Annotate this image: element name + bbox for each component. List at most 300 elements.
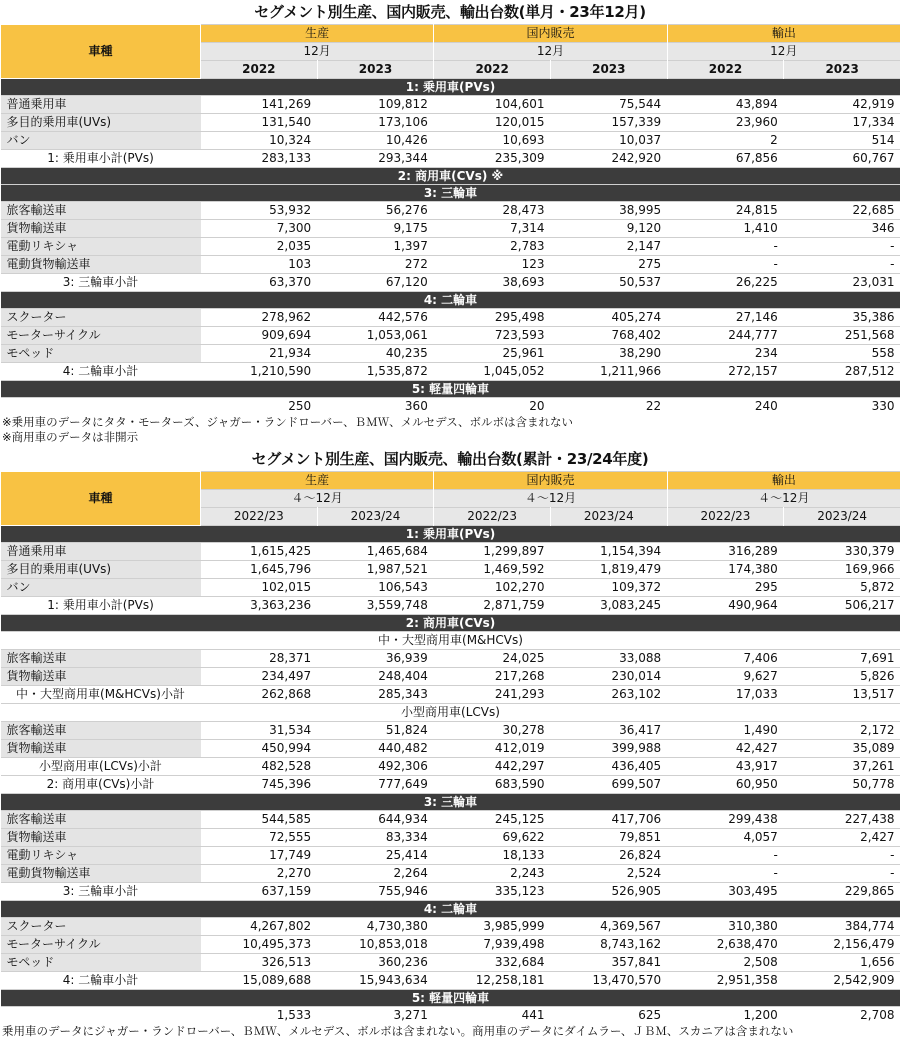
year-header: 2023/24 — [550, 508, 667, 526]
row-label: 中・大型商用車(M&HCVs)小計 — [1, 686, 201, 704]
table-row — [1, 561, 900, 579]
value-cell: 22 — [550, 398, 667, 416]
value-cell: 169,966 — [784, 561, 900, 579]
value-cell: 755,946 — [317, 883, 434, 901]
value-cell: 234,497 — [201, 668, 318, 686]
value-cell: 332,684 — [434, 954, 551, 972]
value-cell: 227,438 — [784, 811, 900, 829]
value-cell: 1,490 — [667, 722, 784, 740]
section-header: 5: 軽量四輪車 — [1, 990, 900, 1007]
value-cell: 293,344 — [317, 150, 434, 168]
value-cell: 482,528 — [201, 758, 318, 776]
value-cell: 1,987,521 — [317, 561, 434, 579]
value-cell: 72,555 — [201, 829, 318, 847]
table-row — [1, 722, 900, 740]
table1-note: ※商用車のデータは非開示 — [2, 430, 139, 444]
value-cell: 2,243 — [434, 865, 551, 883]
row-label: バン — [1, 132, 201, 150]
value-cell: 248,404 — [317, 668, 434, 686]
value-cell: 275 — [550, 256, 667, 274]
subtotal-row — [1, 597, 900, 615]
value-cell: 7,691 — [784, 650, 900, 668]
value-cell: 79,851 — [550, 829, 667, 847]
section-row — [1, 168, 900, 185]
section-row — [1, 794, 900, 811]
subsection-header: 小型商用車(LCVs) — [1, 704, 900, 722]
value-cell: 9,175 — [317, 220, 434, 238]
value-cell: 644,934 — [317, 811, 434, 829]
value-cell: 490,964 — [667, 597, 784, 615]
value-cell: 35,089 — [784, 740, 900, 758]
value-cell: 4,369,567 — [550, 918, 667, 936]
value-cell: 405,274 — [550, 309, 667, 327]
row-label: 小型商用車(LCVs)小計 — [1, 758, 201, 776]
value-cell: 25,961 — [434, 345, 551, 363]
value-cell: 1,154,394 — [550, 543, 667, 561]
subsection-row — [1, 632, 900, 650]
value-cell: 234 — [667, 345, 784, 363]
value-cell: 360,236 — [317, 954, 434, 972]
value-cell: - — [784, 847, 900, 865]
value-cell: 28,473 — [434, 202, 551, 220]
value-cell: 10,426 — [317, 132, 434, 150]
section-row — [1, 526, 900, 543]
value-cell: 3,985,999 — [434, 918, 551, 936]
value-cell: 1,397 — [317, 238, 434, 256]
value-cell: 9,627 — [667, 668, 784, 686]
year-header: 2023 — [784, 61, 900, 79]
value-cell: 5,826 — [784, 668, 900, 686]
value-cell: 9,120 — [550, 220, 667, 238]
section-header: 1: 乗用車(PVs) — [1, 79, 900, 96]
row-label: 旅客輸送車 — [1, 202, 201, 220]
value-cell: 33,088 — [550, 650, 667, 668]
section-row — [1, 292, 900, 309]
row-label: 3: 三輪車小計 — [1, 883, 201, 901]
value-cell: 18,133 — [434, 847, 551, 865]
table2-title: セグメント別生産、国内販売、輸出台数(累計・23/24年度) — [251, 450, 649, 468]
value-cell: - — [667, 865, 784, 883]
value-cell: 1,645,796 — [201, 561, 318, 579]
value-cell: 506,217 — [784, 597, 900, 615]
value-cell: 7,939,498 — [434, 936, 551, 954]
group-header-production: 生産 — [201, 472, 434, 490]
row-label: 2: 商用車(CVs)小計 — [1, 776, 201, 794]
value-cell: 244,777 — [667, 327, 784, 345]
table1 — [0, 24, 900, 415]
value-cell: 441 — [434, 1007, 551, 1025]
subtotal-row — [1, 776, 900, 794]
value-cell: 75,544 — [550, 96, 667, 114]
value-cell: 38,995 — [550, 202, 667, 220]
value-cell: 637,159 — [201, 883, 318, 901]
table2-note: 乗用車のデータにジャガー・ランドローバー、ＢＭＷ、メルセデス、ボルボは含まれない。商用車のデータにダイムラー、ＪＢＭ、スカニアは含まれない — [2, 1024, 794, 1038]
period-header: 12月 — [434, 43, 667, 61]
row-label: 貨物輸送車 — [1, 220, 201, 238]
value-cell: 26,824 — [550, 847, 667, 865]
value-cell: 229,865 — [784, 883, 900, 901]
table-row — [1, 847, 900, 865]
table-row — [1, 96, 900, 114]
section-header: 5: 軽量四輪車 — [1, 381, 900, 398]
value-cell: 4,730,380 — [317, 918, 434, 936]
group-header-domestic: 国内販売 — [434, 472, 667, 490]
value-cell: 442,297 — [434, 758, 551, 776]
row-label: バン — [1, 579, 201, 597]
value-cell: 699,507 — [550, 776, 667, 794]
value-cell: 303,495 — [667, 883, 784, 901]
section-header: 2: 商用車(CVs) ※ — [1, 168, 900, 185]
value-cell: 10,853,018 — [317, 936, 434, 954]
value-cell: 242,920 — [550, 150, 667, 168]
value-cell: 106,543 — [317, 579, 434, 597]
table1-note: ※乗用車のデータにタタ・モーターズ、ジャガー・ランドローバー、ＢＭＷ、メルセデス、ボルボは含まれない — [2, 415, 574, 429]
value-cell: 330 — [784, 398, 900, 416]
table-row — [1, 345, 900, 363]
value-cell: 1,053,061 — [317, 327, 434, 345]
value-cell: 1,410 — [667, 220, 784, 238]
value-cell: 50,537 — [550, 274, 667, 292]
value-cell: 102,015 — [201, 579, 318, 597]
year-header: 2023 — [550, 61, 667, 79]
value-cell: 1,210,590 — [201, 363, 318, 381]
value-cell: 30,278 — [434, 722, 551, 740]
subtotal-row — [1, 1007, 900, 1025]
value-cell: 777,649 — [317, 776, 434, 794]
row-label: スクーター — [1, 309, 201, 327]
value-cell: 283,133 — [201, 150, 318, 168]
value-cell: 240 — [667, 398, 784, 416]
value-cell: 3,083,245 — [550, 597, 667, 615]
value-cell: 625 — [550, 1007, 667, 1025]
value-cell: 10,495,373 — [201, 936, 318, 954]
section-header: 3: 三輪車 — [1, 794, 900, 811]
value-cell: 24,815 — [667, 202, 784, 220]
value-cell: 5,872 — [784, 579, 900, 597]
row-label: 電動貨物輸送車 — [1, 256, 201, 274]
key-header: 車種 — [1, 25, 201, 79]
value-cell: 3,271 — [317, 1007, 434, 1025]
section-row — [1, 381, 900, 398]
table-row — [1, 740, 900, 758]
value-cell: 2,508 — [667, 954, 784, 972]
value-cell: 1,045,052 — [434, 363, 551, 381]
row-label: 普通乗用車 — [1, 543, 201, 561]
row-label: 3: 三輪車小計 — [1, 274, 201, 292]
section-row — [1, 79, 900, 96]
year-header: 2022/23 — [667, 508, 784, 526]
year-header: 2023 — [317, 61, 434, 79]
value-cell: 1,200 — [667, 1007, 784, 1025]
value-cell: 10,324 — [201, 132, 318, 150]
group-header-production: 生産 — [201, 25, 434, 43]
row-label: 電動リキシャ — [1, 238, 201, 256]
value-cell: 272,157 — [667, 363, 784, 381]
section-row — [1, 615, 900, 632]
table-row — [1, 114, 900, 132]
table1-title: セグメント別生産、国内販売、輸出台数(単月・23年12月) — [254, 3, 646, 21]
value-cell: 450,994 — [201, 740, 318, 758]
value-cell: 417,706 — [550, 811, 667, 829]
value-cell: 357,841 — [550, 954, 667, 972]
row-label: 4: 二輪車小計 — [1, 363, 201, 381]
section-row — [1, 185, 900, 202]
table-row — [1, 865, 900, 883]
value-cell: 2,708 — [784, 1007, 900, 1025]
value-cell: 2,951,358 — [667, 972, 784, 990]
value-cell: 2,542,909 — [784, 972, 900, 990]
value-cell: 278,962 — [201, 309, 318, 327]
value-cell: 4,057 — [667, 829, 784, 847]
section-header: 3: 三輪車 — [1, 185, 900, 202]
value-cell: 440,482 — [317, 740, 434, 758]
value-cell: 544,585 — [201, 811, 318, 829]
row-label: 多目的乗用車(UVs) — [1, 114, 201, 132]
value-cell: 3,363,236 — [201, 597, 318, 615]
value-cell: - — [667, 256, 784, 274]
year-header: 2022 — [434, 61, 551, 79]
value-cell: 310,380 — [667, 918, 784, 936]
value-cell: 2 — [667, 132, 784, 150]
value-cell: 60,767 — [784, 150, 900, 168]
row-label: 電動リキシャ — [1, 847, 201, 865]
table-row — [1, 202, 900, 220]
value-cell: 235,309 — [434, 150, 551, 168]
row-label: 電動貨物輸送車 — [1, 865, 201, 883]
row-label: 普通乗用車 — [1, 96, 201, 114]
value-cell: 330,379 — [784, 543, 900, 561]
value-cell: 50,778 — [784, 776, 900, 794]
value-cell: - — [784, 865, 900, 883]
row-label — [1, 398, 201, 416]
value-cell: 399,988 — [550, 740, 667, 758]
value-cell: 2,638,470 — [667, 936, 784, 954]
value-cell: 56,276 — [317, 202, 434, 220]
value-cell: 141,269 — [201, 96, 318, 114]
value-cell: 2,270 — [201, 865, 318, 883]
value-cell: 31,534 — [201, 722, 318, 740]
value-cell: 13,517 — [784, 686, 900, 704]
period-header: 12月 — [201, 43, 434, 61]
period-header: 12月 — [667, 43, 900, 61]
value-cell: 217,268 — [434, 668, 551, 686]
value-cell: 109,372 — [550, 579, 667, 597]
subtotal-row — [1, 274, 900, 292]
value-cell: 745,396 — [201, 776, 318, 794]
value-cell: 15,943,634 — [317, 972, 434, 990]
row-label: スクーター — [1, 918, 201, 936]
section-row — [1, 901, 900, 918]
value-cell: 174,380 — [667, 561, 784, 579]
value-cell: 326,513 — [201, 954, 318, 972]
value-cell: 27,146 — [667, 309, 784, 327]
value-cell: 251,568 — [784, 327, 900, 345]
section-header: 1: 乗用車(PVs) — [1, 526, 900, 543]
value-cell: 43,894 — [667, 96, 784, 114]
row-label: モペッド — [1, 345, 201, 363]
value-cell: - — [784, 238, 900, 256]
value-cell: 123 — [434, 256, 551, 274]
value-cell: 1,299,897 — [434, 543, 551, 561]
value-cell: 7,406 — [667, 650, 784, 668]
subtotal-row — [1, 150, 900, 168]
value-cell: 69,622 — [434, 829, 551, 847]
table-row — [1, 256, 900, 274]
subtotal-row — [1, 758, 900, 776]
value-cell: 3,559,748 — [317, 597, 434, 615]
subtotal-row — [1, 398, 900, 416]
value-cell: 36,939 — [317, 650, 434, 668]
subtotal-row — [1, 686, 900, 704]
value-cell: 157,339 — [550, 114, 667, 132]
value-cell: 285,343 — [317, 686, 434, 704]
section-row — [1, 990, 900, 1007]
value-cell: 2,427 — [784, 829, 900, 847]
group-header-export: 輸出 — [667, 472, 900, 490]
value-cell: 38,693 — [434, 274, 551, 292]
value-cell: 15,089,688 — [201, 972, 318, 990]
value-cell: 51,824 — [317, 722, 434, 740]
row-label: 貨物輸送車 — [1, 740, 201, 758]
year-header: 2022 — [667, 61, 784, 79]
table-row — [1, 918, 900, 936]
subtotal-row — [1, 883, 900, 901]
row-label: モペッド — [1, 954, 201, 972]
value-cell: 4,267,802 — [201, 918, 318, 936]
value-cell: 2,264 — [317, 865, 434, 883]
value-cell: 38,290 — [550, 345, 667, 363]
value-cell: 295,498 — [434, 309, 551, 327]
row-label: 1: 乗用車小計(PVs) — [1, 597, 201, 615]
value-cell: 295 — [667, 579, 784, 597]
value-cell: - — [667, 847, 784, 865]
period-header: ４～12月 — [434, 490, 667, 508]
value-cell: 1,535,872 — [317, 363, 434, 381]
value-cell: 1,656 — [784, 954, 900, 972]
value-cell: 10,037 — [550, 132, 667, 150]
value-cell: 263,102 — [550, 686, 667, 704]
value-cell: 492,306 — [317, 758, 434, 776]
value-cell: 37,261 — [784, 758, 900, 776]
key-header: 車種 — [1, 472, 201, 526]
value-cell: 60,950 — [667, 776, 784, 794]
table-row — [1, 238, 900, 256]
subsection-row — [1, 704, 900, 722]
value-cell: 17,334 — [784, 114, 900, 132]
year-header: 2022 — [201, 61, 318, 79]
row-label: 4: 二輪車小計 — [1, 972, 201, 990]
value-cell: 173,106 — [317, 114, 434, 132]
value-cell: 245,125 — [434, 811, 551, 829]
value-cell: 12,258,181 — [434, 972, 551, 990]
value-cell: 2,035 — [201, 238, 318, 256]
table-row — [1, 829, 900, 847]
value-cell: 8,743,162 — [550, 936, 667, 954]
row-label: 貨物輸送車 — [1, 829, 201, 847]
value-cell: 360 — [317, 398, 434, 416]
value-cell: 230,014 — [550, 668, 667, 686]
value-cell: 723,593 — [434, 327, 551, 345]
value-cell: 272 — [317, 256, 434, 274]
value-cell: 1,211,966 — [550, 363, 667, 381]
value-cell: 1,819,479 — [550, 561, 667, 579]
value-cell: 2,783 — [434, 238, 551, 256]
table2 — [0, 471, 900, 1024]
row-label: 旅客輸送車 — [1, 811, 201, 829]
value-cell: 23,960 — [667, 114, 784, 132]
section-header: 4: 二輪車 — [1, 292, 900, 309]
value-cell: 335,123 — [434, 883, 551, 901]
value-cell: 287,512 — [784, 363, 900, 381]
value-cell: 131,540 — [201, 114, 318, 132]
value-cell: 250 — [201, 398, 318, 416]
value-cell: 241,293 — [434, 686, 551, 704]
value-cell: 53,932 — [201, 202, 318, 220]
value-cell: 514 — [784, 132, 900, 150]
table-row — [1, 327, 900, 345]
value-cell: 558 — [784, 345, 900, 363]
table-row — [1, 936, 900, 954]
value-cell: 7,300 — [201, 220, 318, 238]
value-cell: 316,289 — [667, 543, 784, 561]
value-cell: 683,590 — [434, 776, 551, 794]
value-cell: 7,314 — [434, 220, 551, 238]
period-header: ４～12月 — [201, 490, 434, 508]
year-header: 2022/23 — [201, 508, 318, 526]
table-row — [1, 811, 900, 829]
value-cell: 83,334 — [317, 829, 434, 847]
row-label: 貨物輸送車 — [1, 668, 201, 686]
value-cell: 526,905 — [550, 883, 667, 901]
value-cell: 13,470,570 — [550, 972, 667, 990]
subtotal-row — [1, 363, 900, 381]
table1-notes — [0, 415, 900, 447]
value-cell: 1,533 — [201, 1007, 318, 1025]
year-header: 2023/24 — [317, 508, 434, 526]
row-label: 旅客輸送車 — [1, 722, 201, 740]
row-label: 多目的乗用車(UVs) — [1, 561, 201, 579]
value-cell: 262,868 — [201, 686, 318, 704]
value-cell: 2,871,759 — [434, 597, 551, 615]
value-cell: 412,019 — [434, 740, 551, 758]
table-row — [1, 579, 900, 597]
table-row — [1, 543, 900, 561]
value-cell: 24,025 — [434, 650, 551, 668]
value-cell: 104,601 — [434, 96, 551, 114]
value-cell: 2,147 — [550, 238, 667, 256]
value-cell: 40,235 — [317, 345, 434, 363]
value-cell: 109,812 — [317, 96, 434, 114]
value-cell: 23,031 — [784, 274, 900, 292]
row-label: 1: 乗用車小計(PVs) — [1, 150, 201, 168]
value-cell: 2,172 — [784, 722, 900, 740]
value-cell: 67,120 — [317, 274, 434, 292]
value-cell: 42,919 — [784, 96, 900, 114]
subtotal-row — [1, 972, 900, 990]
value-cell: 43,917 — [667, 758, 784, 776]
row-label: モーターサイクル — [1, 936, 201, 954]
table-row — [1, 650, 900, 668]
group-header-export: 輸出 — [667, 25, 900, 43]
value-cell: 63,370 — [201, 274, 318, 292]
value-cell: 17,033 — [667, 686, 784, 704]
value-cell: 1,469,592 — [434, 561, 551, 579]
value-cell: 1,615,425 — [201, 543, 318, 561]
table-row — [1, 220, 900, 238]
value-cell: 25,414 — [317, 847, 434, 865]
value-cell: 28,371 — [201, 650, 318, 668]
value-cell: 384,774 — [784, 918, 900, 936]
